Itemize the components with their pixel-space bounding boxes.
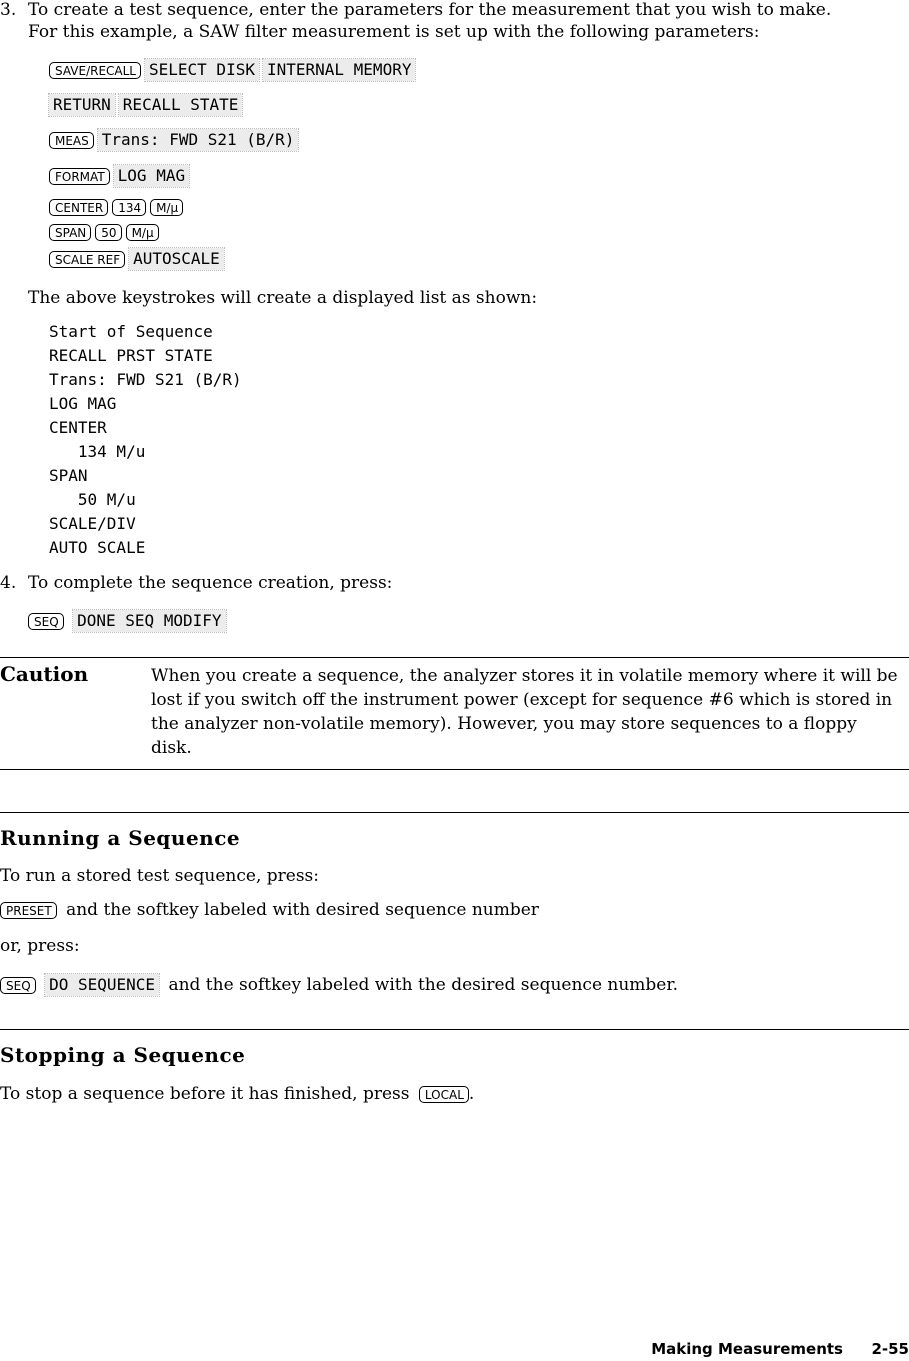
- hardkey[interactable]: SAVE/RECALL: [49, 62, 141, 79]
- softkey[interactable]: SELECT DISK: [145, 59, 259, 81]
- hardkey[interactable]: 50: [95, 224, 121, 241]
- do-sequence-text: and the softkey labeled with the desired sequence number.: [168, 974, 679, 995]
- sequence-list-item: SPAN: [49, 466, 88, 485]
- hardkey[interactable]: M/μ: [150, 199, 183, 216]
- caution-label: Caution: [0, 662, 89, 686]
- softkey[interactable]: LOG MAG: [114, 165, 189, 187]
- running-intro: To run a stored test sequence, press:: [0, 866, 319, 886]
- section-rule: [0, 1029, 909, 1030]
- preset-key[interactable]: PRESET: [0, 902, 57, 919]
- sequence-list-item: CENTER: [49, 418, 107, 437]
- sequence-list-item: Start of Sequence: [49, 322, 213, 341]
- keystroke-row: [49, 94, 246, 116]
- seq-key[interactable]: SEQ: [0, 977, 36, 994]
- keystroke-row: [49, 197, 187, 217]
- keystroke-row: [49, 222, 163, 242]
- caution-top-rule: [0, 657, 909, 658]
- hardkey[interactable]: 134: [112, 199, 146, 216]
- hardkey[interactable]: MEAS: [49, 132, 94, 149]
- keystroke-row: [49, 59, 419, 81]
- hardkey[interactable]: M/μ: [126, 224, 159, 241]
- preset-text: and the softkey labeled with desired sequence number: [66, 900, 539, 920]
- sequence-list-item: SCALE/DIV: [49, 514, 136, 533]
- seq-key[interactable]: SEQ: [28, 613, 64, 630]
- or-press: or, press:: [0, 936, 80, 956]
- running-heading: Running a Sequence: [0, 826, 241, 850]
- list-intro: The above keystrokes will create a displayed list as shown:: [28, 288, 538, 308]
- do-sequence-softkey[interactable]: DO SEQUENCE: [45, 974, 159, 996]
- keystroke-row: [49, 165, 193, 187]
- caution-bottom-rule: [0, 769, 909, 770]
- step-3-text-line1: To create a test sequence, enter the parameters for the measurement that you wish to make.: [28, 0, 832, 20]
- softkey[interactable]: AUTOSCALE: [129, 248, 224, 270]
- softkey[interactable]: Trans: FWD S21 (B/R): [98, 129, 299, 151]
- step-number: 4.: [0, 573, 17, 593]
- footer-page-number: 2-55: [871, 1340, 909, 1358]
- sequence-list-item: 134 M/u: [49, 442, 146, 461]
- step-4-text: To complete the sequence creation, press:: [28, 573, 393, 593]
- sequence-list-item: Trans: FWD S21 (B/R): [49, 370, 242, 389]
- step-3-text-line2: For this example, a SAW filter measurement is set up with the following parameters:: [28, 22, 760, 42]
- hardkey[interactable]: SCALE REF: [49, 251, 125, 268]
- local-key[interactable]: LOCAL: [419, 1086, 469, 1103]
- stopping-heading: Stopping a Sequence: [0, 1043, 246, 1067]
- hardkey[interactable]: FORMAT: [49, 168, 110, 185]
- step-number: 3.: [0, 0, 17, 20]
- softkey[interactable]: RECALL STATE: [119, 94, 243, 116]
- stopping-text: To stop a sequence before it has finished, press: [0, 1084, 410, 1104]
- sequence-list-item: LOG MAG: [49, 394, 117, 413]
- keystroke-row: [49, 248, 228, 270]
- section-rule: [0, 812, 909, 813]
- do-sequence-line: [0, 974, 682, 996]
- caution-text: When you create a sequence, the analyzer stores it in volatile memory where it will be lost if you switch off the instrument power (except for sequence #6 which is stored in the analyzer non-volatile memory). However, you may store sequences to a floppy disk.: [151, 666, 898, 758]
- hardkey[interactable]: CENTER: [49, 199, 108, 216]
- keystroke-row: [49, 129, 302, 151]
- done-seq-modify-softkey[interactable]: DONE SEQ MODIFY: [73, 610, 226, 632]
- footer-section: Making Measurements: [651, 1340, 843, 1358]
- stopping-line: [0, 1084, 478, 1104]
- preset-line: [0, 900, 543, 920]
- sequence-list-item: RECALL PRST STATE: [49, 346, 213, 365]
- step-4-keys: [28, 610, 230, 632]
- sequence-list-item: AUTO SCALE: [49, 538, 146, 557]
- softkey[interactable]: INTERNAL MEMORY: [263, 59, 416, 81]
- hardkey[interactable]: SPAN: [49, 224, 91, 241]
- softkey[interactable]: RETURN: [49, 94, 115, 116]
- stopping-period: .: [468, 1084, 475, 1104]
- sequence-list-item: 50 M/u: [49, 490, 136, 509]
- page-footer: [651, 1340, 909, 1358]
